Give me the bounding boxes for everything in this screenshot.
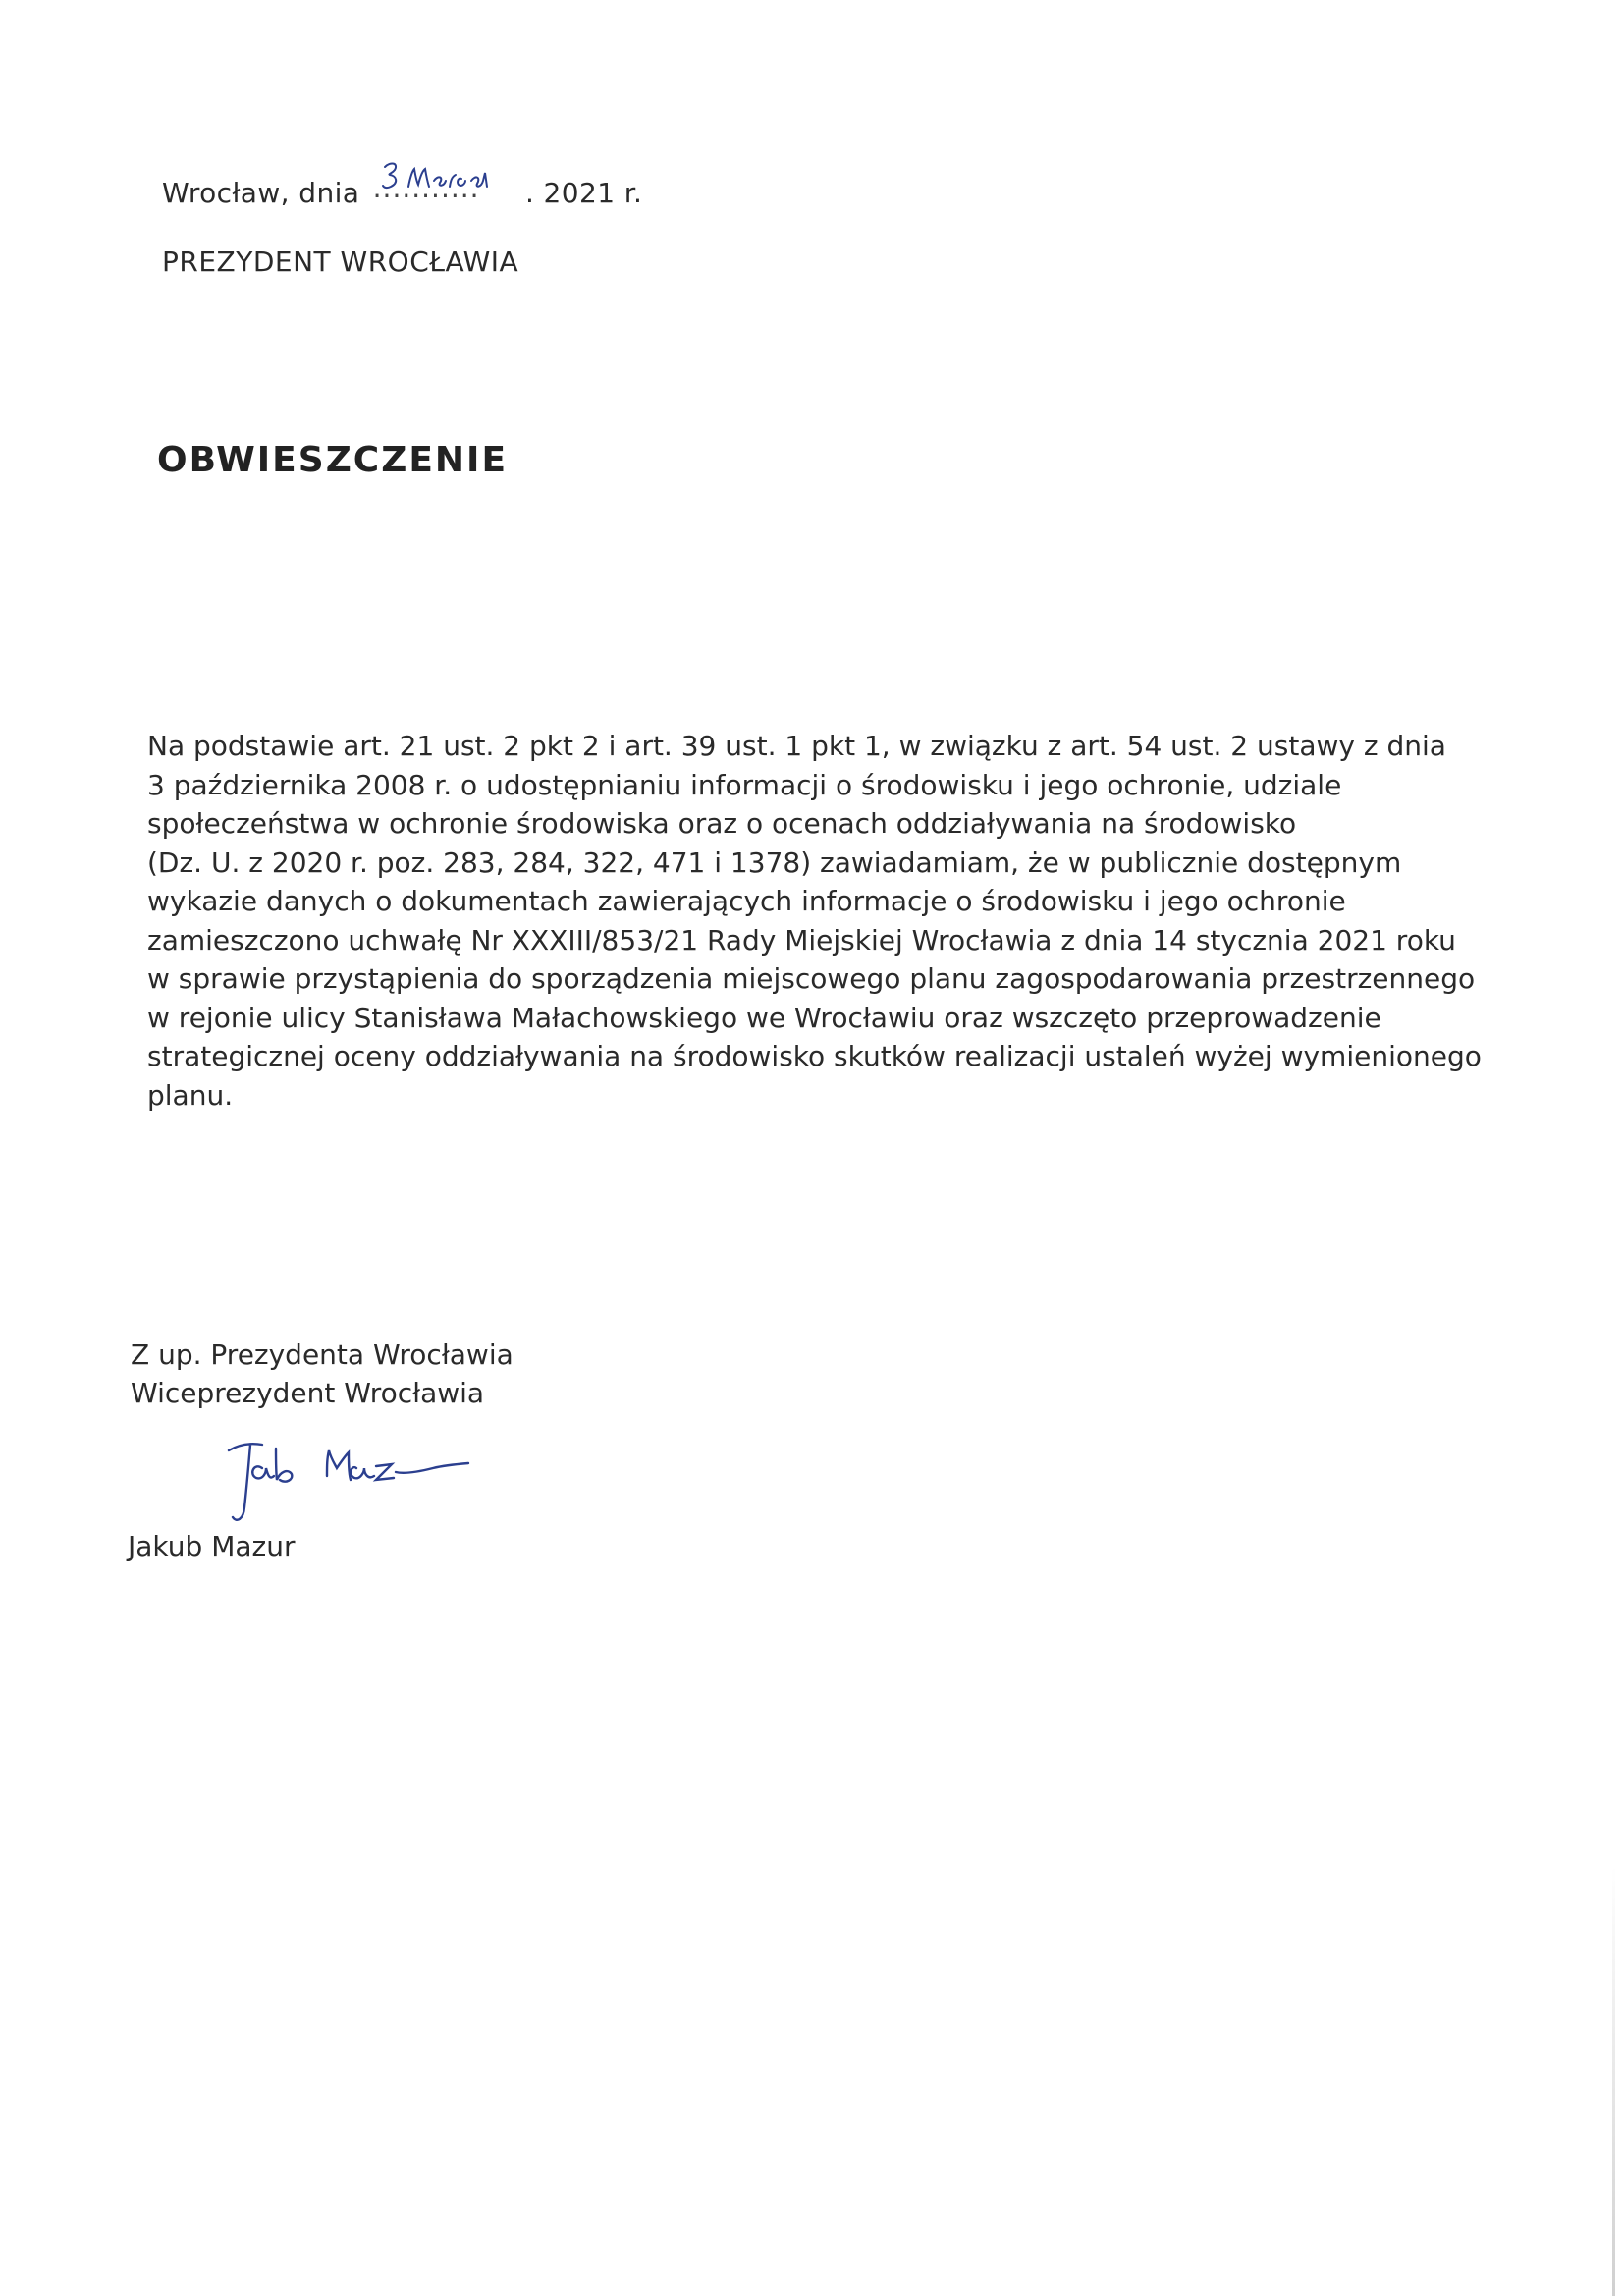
handwritten-date-icon <box>379 157 513 202</box>
date-handwritten-field <box>369 172 516 204</box>
body-line: 3 października 2008 r. o udostępnianiu informacji o środowisku i jego ochronie, udziale <box>147 768 1342 801</box>
issuing-authority: PREZYDENT WROCŁAWIA <box>162 246 519 278</box>
scan-edge-shadow <box>1612 1866 1615 2296</box>
signature-block <box>131 1336 514 1412</box>
body-line: w rejonie ulicy Stanisława Małachowskiego we Wrocławiu oraz wszczęto przeprowadzenie <box>147 1001 1381 1034</box>
handwritten-signature-icon <box>211 1429 496 1537</box>
date-dots: ........... <box>372 172 480 204</box>
document-title: OBWIESZCZENIE <box>157 440 509 480</box>
signer-name: Jakub Mazur <box>128 1530 296 1562</box>
on-behalf-line: Z up. Prezydenta Wrocławia <box>131 1339 514 1371</box>
date-prefix: Wrocław, dnia <box>162 177 360 209</box>
date-suffix: . 2021 r. <box>524 177 643 209</box>
body-line: społeczeństwa w ochronie środowiska oraz o ocenach oddziaływania na środowisko <box>147 807 1297 840</box>
notice-body <box>147 727 1492 1115</box>
body-line: strategicznej oceny oddziaływania na środowisko skutków realizacji ustaleń wyżej wymienionego <box>147 1040 1482 1072</box>
body-line: Na podstawie art. 21 ust. 2 pkt 2 i art. 39 ust. 1 pkt 1, w związku z art. 54 ust. 2 ustawy z dnia <box>147 730 1446 762</box>
body-line: planu. <box>147 1078 234 1112</box>
body-line: wykazie danych o dokumentach zawierających informacje o środowisku i jego ochronie <box>147 885 1346 917</box>
date-line <box>162 172 643 209</box>
body-line: zamieszczono uchwałę Nr XXXIII/853/21 Rady Miejskiej Wrocławia z dnia 14 stycznia 2021 roku <box>147 923 1456 957</box>
signer-title: Wiceprezydent Wrocławia <box>131 1377 485 1409</box>
body-line: w sprawie przystąpienia do sporządzenia miejscowego planu zagospodarowania przestrzennego <box>147 962 1476 995</box>
body-line: (Dz. U. z 2020 r. poz. 283, 284, 322, 471 i 1378) zawiadamiam, że w publicznie dostępnym <box>147 846 1402 879</box>
